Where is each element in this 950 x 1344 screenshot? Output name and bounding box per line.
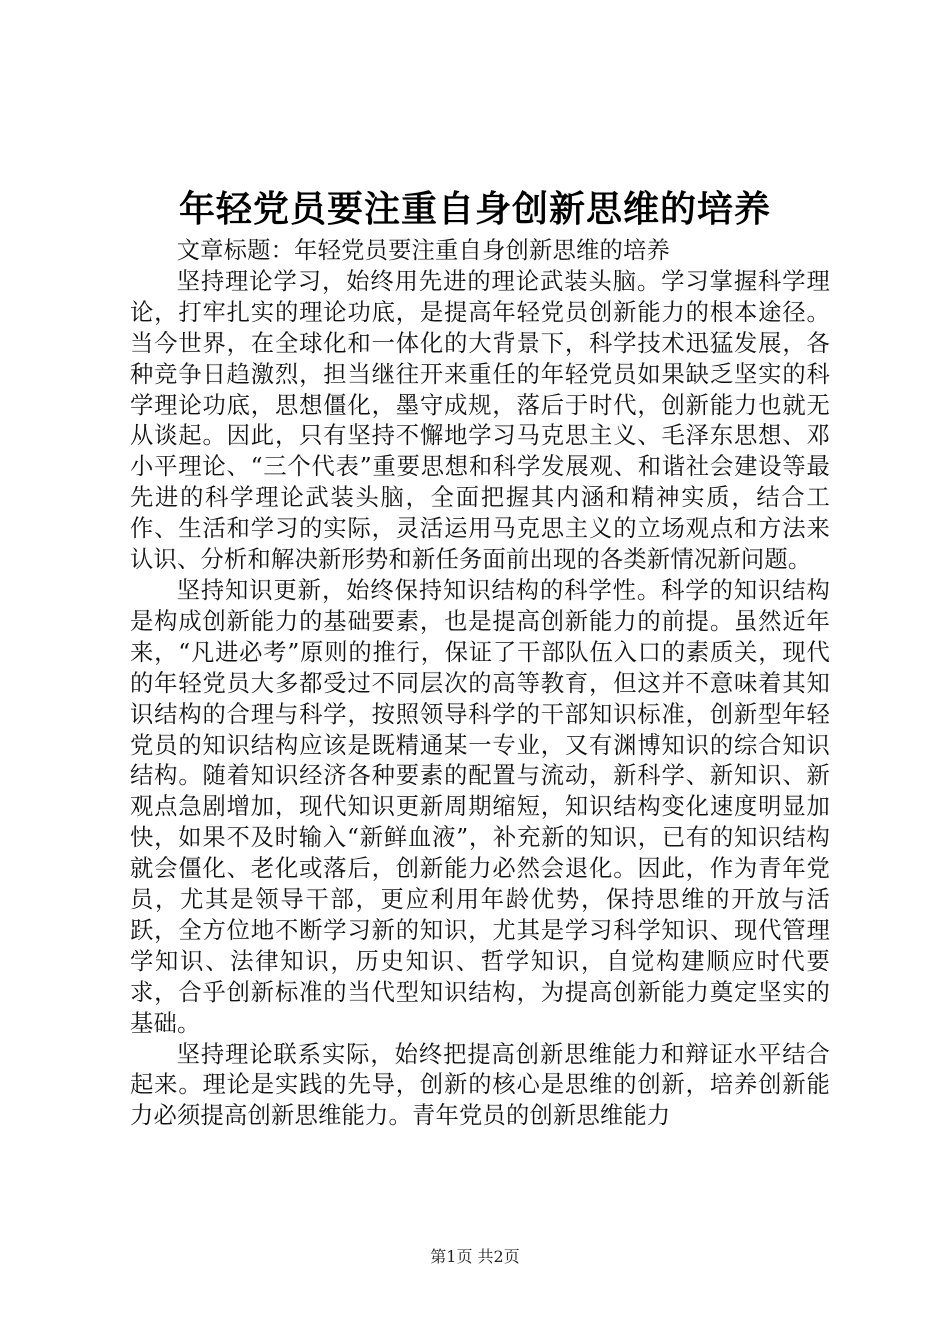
paragraph-knowledge-update: 坚持知识更新，始终保持知识结构的科学性。科学的知识结构是构成创新能力的基础要素，也是提高创新能力的前提。虽然近年来，“凡进必考”原则的推行，保证了干部队伍入口的素质关，现代的年轻党员大多都受过不同层次的高等教育，但这并不意味着其知识结构的合理与科学，按照领导科学的干部知识标准，创新型年轻党员的知识结构应该是既精通某一专业，又有渊博知识的综合知识结构。随着知识经济各种要素的配置与流动，新科学、新知识、新观点急剧增加，现代知识更新周期缩短，知识结构变化速度明显加快，如果不及时输入“新鲜血液”，补充新的知识，已有的知识结构就会僵化、老化或落后，创新能力必然会退化。因此，作为青年党员，尤其是领导干部，更应利用年龄优势，保持思维的开放与活跃，全方位地不断学习新的知识，尤其是学习科学知识、现代管理学知识、法律知识，历史知识、哲学知识，自觉构建顺应时代要求，合乎创新标准的当代型知识结构，为提高创新能力奠定坚实的基础。 bbox=[130, 576, 830, 1037]
paragraph-theory-study: 坚持理论学习，始终用先进的理论武装头脑。学习掌握科学理论，打牢扎实的理论功底，是提高年轻党员创新能力的根本途径。当今世界，在全球化和一体化的大背景下，科学技术迅猛发展，各种竞争日趋激烈，担当继往开来重任的年轻党员如果缺乏坚实的科学理论功底，思想僵化，墨守成规，落后于时代，创新能力也就无从谈起。因此，只有坚持不懈地学习马克思主义、毛泽东思想、邓小平理论、“三个代表”重要思想和科学发展观、和谐社会建设等最先进的科学理论武装头脑，全面把握其内涵和精神实质，结合工作、生活和学习的实际，灵活运用马克思主义的立场观点和方法来认识、分析和解决新形势和新任务面前出现的各类新情况新问题。 bbox=[130, 267, 830, 574]
page-number-footer: 第1页 共2页 bbox=[430, 1247, 520, 1266]
paragraph-theory-practice: 坚持理论联系实际，始终把提高创新思维能力和辩证水平结合起来。理论是实践的先导，创新的核心是思维的创新，培养创新能力必须提高创新思维能力。青年党员的创新思维能力 bbox=[130, 1040, 830, 1130]
document-body bbox=[130, 236, 830, 1132]
document-title: 年轻党员要注重自身创新思维的培养 bbox=[178, 189, 771, 230]
article-title-line: 文章标题：年轻党员要注重自身创新思维的培养 bbox=[176, 237, 671, 264]
